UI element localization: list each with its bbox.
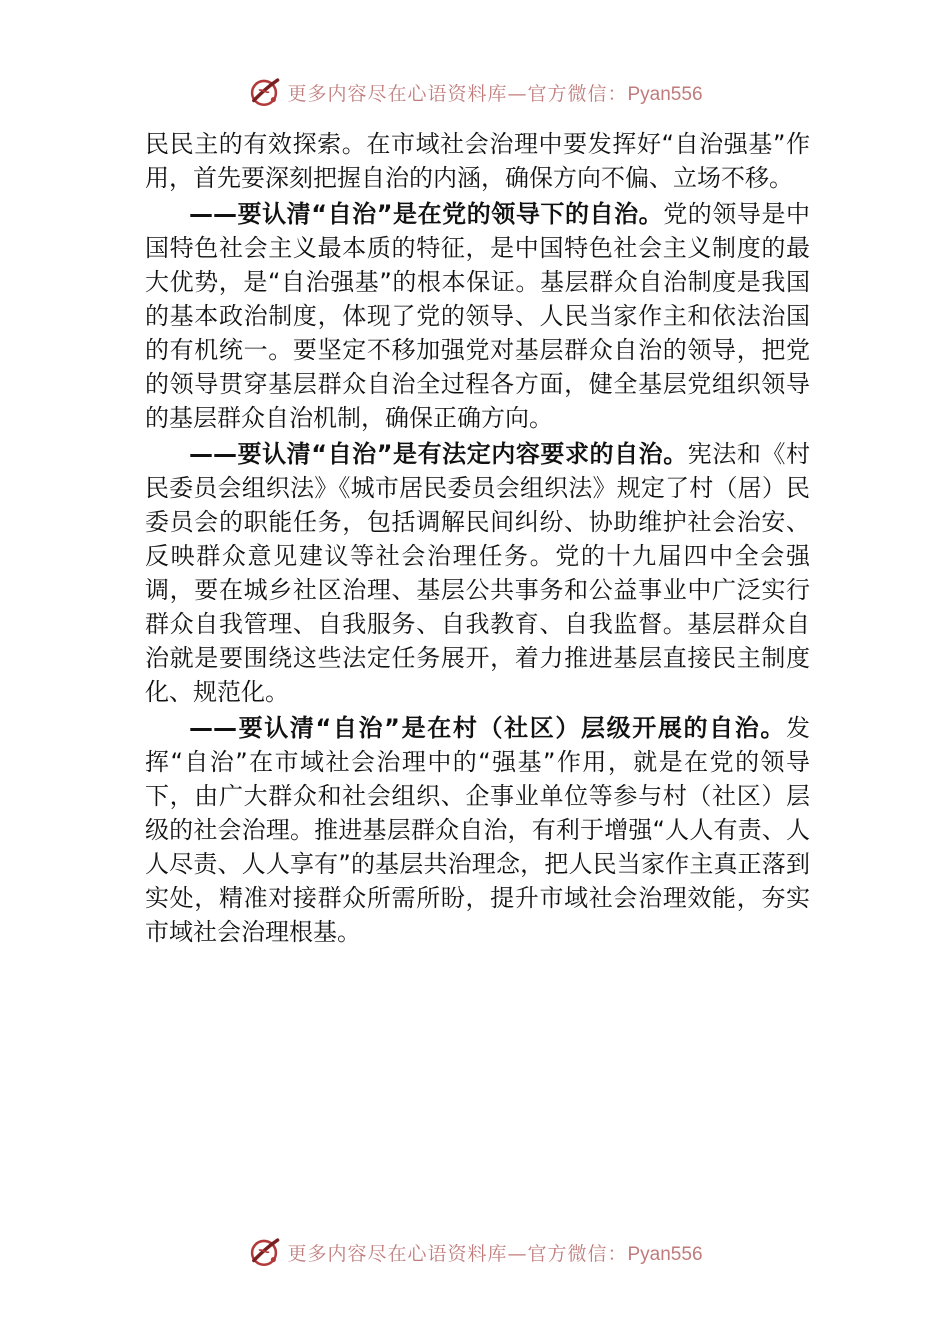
paragraph-2-lead: ——要认清“自治”是在党的领导下的自治。 [189, 200, 664, 228]
paragraph-4-lead: ——要认清“自治”是在村（社区）层级开展的自治。 [189, 714, 786, 742]
paragraph-3 [145, 437, 810, 709]
brand-logo-icon [247, 75, 281, 109]
paragraph-2-text: 党的领导是中国特色社会主义最本质的特征，是中国特色社会主义制度的最大优势，是“自治强基”的根本保证。基层群众自治制度是我国的基本政治制度，体现了党的领导、人民当家作主和依法治国的有机统一。要坚定不移加强党对基层群众自治的领导，把党的领导贯穿基层群众自治全过程各方面，健全基层党组织领导的基层群众自治机制，确保正确方向。 [145, 200, 811, 432]
brand-logo-icon [247, 1235, 281, 1269]
paragraph-4-text: 发挥“自治”在市域社会治理中的“强基”作用，就是在党的领导下，由广大群众和社会组织、企事业单位等参与村（社区）层级的社会治理。推进基层群众自治，有利于增强“人人有责、人人尽责、人人享有”的基层共治理念，把人民当家作主真正落到实处，精准对接群众所需所盼，提升市域社会治理效能，夯实市域社会治理根基。 [145, 714, 810, 946]
header-wechat-id: Pyan556 [627, 83, 703, 105]
paragraph-1-text: 民民主的有效探索。在市域社会治理中要发挥好“自治强基”作用，首先要深刻把握自治的内涵，确保方向不偏、立场不移。 [145, 130, 810, 192]
paragraph-3-lead: ——要认清“自治”是有法定内容要求的自治。 [189, 440, 688, 468]
header-banner [0, 72, 950, 112]
footer-wechat-id: Pyan556 [627, 1243, 703, 1265]
paragraph-2 [145, 197, 810, 435]
footer-banner-text: 更多内容尽在心语资料库—官方微信：Pyan556 [287, 1242, 703, 1265]
header-banner-text: 更多内容尽在心语资料库—官方微信：Pyan556 [287, 82, 703, 105]
footer-banner [0, 1232, 950, 1272]
paragraph-1 [145, 127, 810, 195]
paragraph-4 [145, 711, 810, 949]
paragraph-3-text: 宪法和《村民委员会组织法》《城市居民委员会组织法》规定了村（居）民委员会的职能任务，包括调解民间纠纷、协助维护社会治安、反映群众意见建议等社会治理任务。党的十九届四中全会强调，要在城乡社区治理、基层公共事务和公益事业中广泛实行群众自我管理、自我服务、自我教育、自我监督。基层群众自治就是要围绕这些法定任务展开，着力推进基层直接民主制度化、规范化。 [145, 440, 811, 706]
document-body [145, 127, 810, 949]
